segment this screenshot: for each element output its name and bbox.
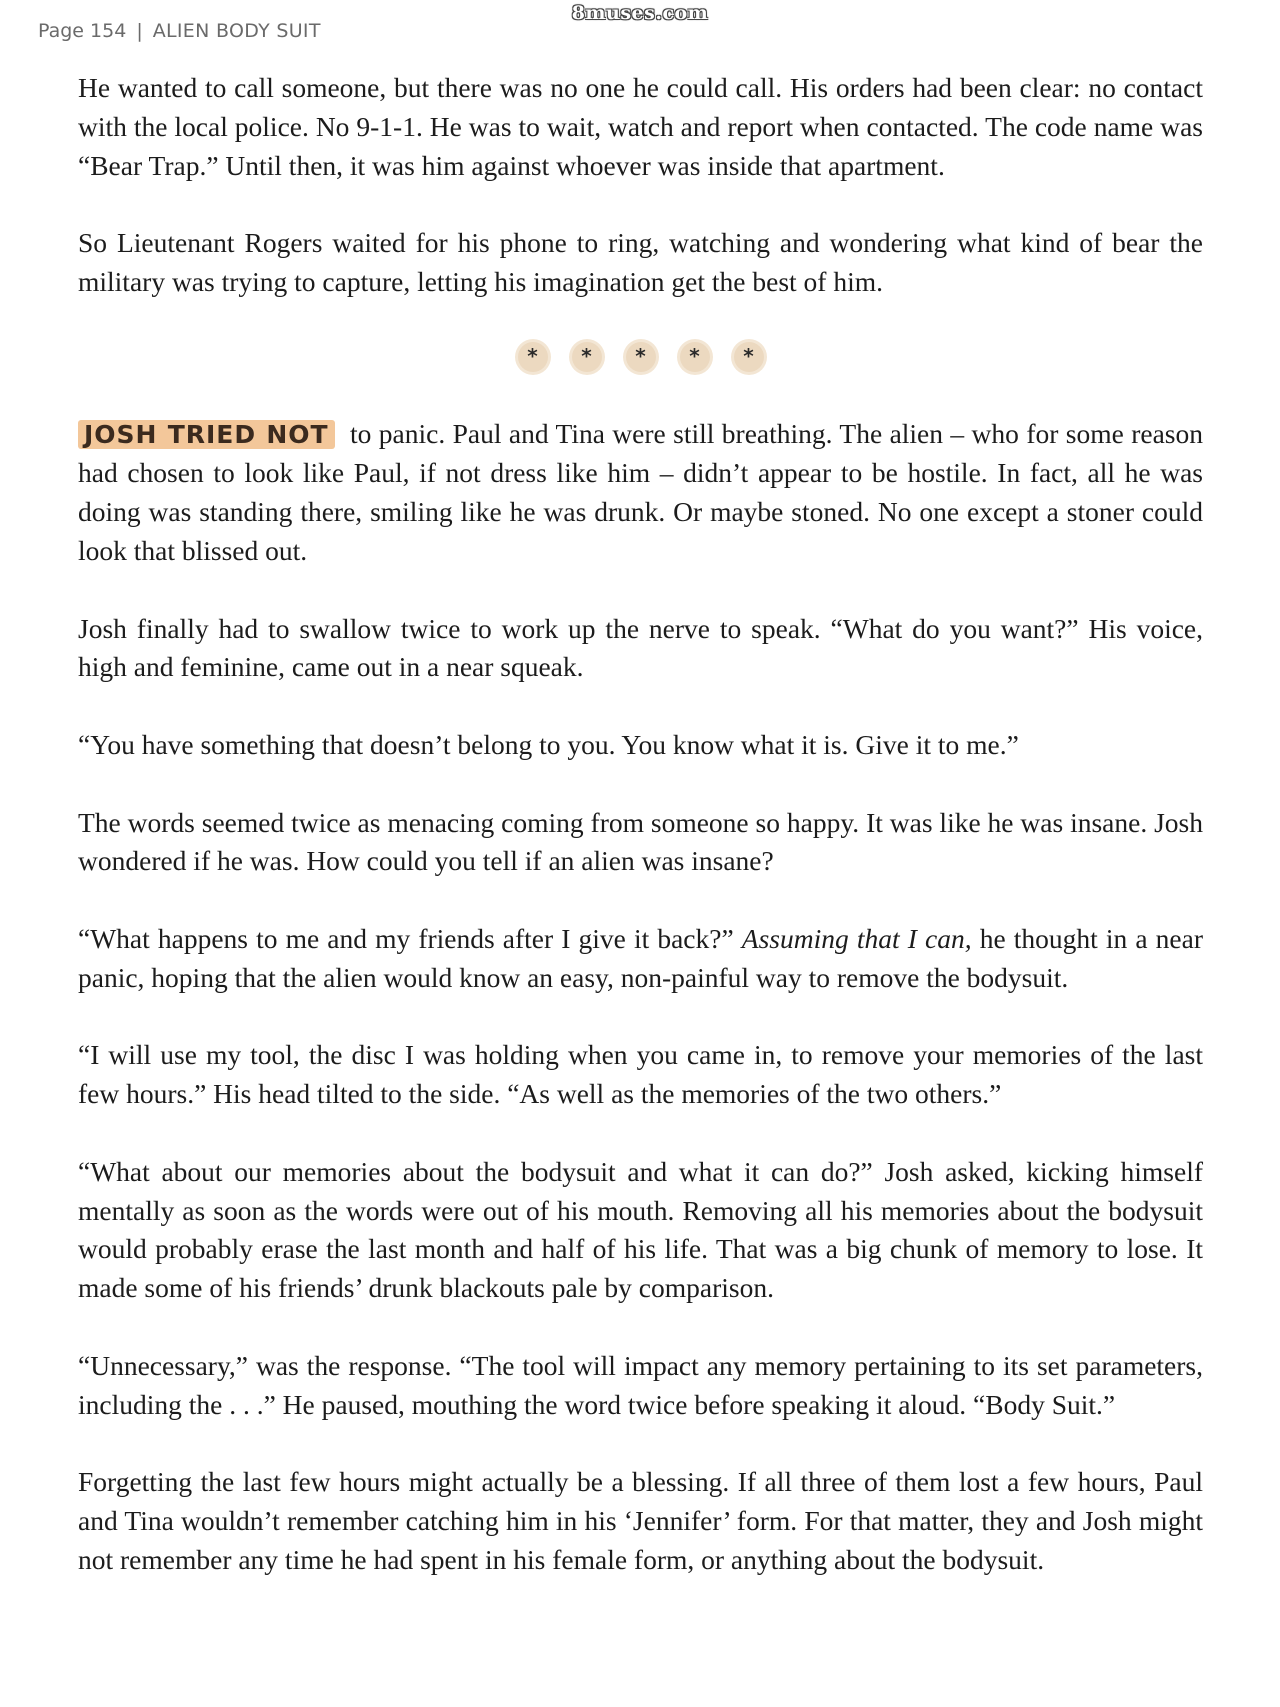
paragraph-9: “What about our memories about the bodysuit and what it can do?” Josh asked, kicking himself mentally as soon as the words were out of his mouth. Removing all his memories about the bodysuit would probably erase the last month and half of his life. That was a big chunk of memory to lose. It made some of his friends’ drunk blackouts pale by comparison. <box>78 1155 1203 1304</box>
paragraph-7-rest: he thought in a near panic, hoping that the alien would know an easy, non-painful way to remove the bodysuit. <box>78 922 1204 993</box>
paragraph-5: “You have something that doesn’t belong to you. You know what it is. Give it to me.” <box>78 728 1019 760</box>
page-body <box>78 69 1203 1618</box>
paragraph-3-text: to panic. Paul and Tina were still breathing. The alien – who for some reason had chosen to look like Paul, if not dress like him – didn’t appear to be hostile. In fact, all he was doing was standing there, smiling like he was drunk. Or maybe stoned. No one except a stoner could look that blissed out. <box>78 417 1203 566</box>
paragraph-7-thought: Assuming that I can, <box>741 922 972 954</box>
paragraph-11: Forgetting the last few hours might actually be a blessing. If all three of them lost a few hours, Paul and Tina wouldn’t remember catching him in his ‘Jennifer’ form. For that matter, they and Josh might not remember any time he had spent in his female form, or anything about the bodysuit. <box>78 1466 1203 1575</box>
asterisk-ornament: * <box>734 342 764 372</box>
asterisk-ornament: * <box>572 342 602 372</box>
page-number: Page 154 <box>38 20 127 42</box>
header-separator: | <box>136 20 143 42</box>
scene-break-divider <box>78 327 1203 387</box>
paragraph-8: “I will use my tool, the disc I was holding when you came in, to remove your memories of the last few hours.” His head tilted to the side. “As well as the memories of the two others.” <box>78 1039 1203 1110</box>
paragraph-7-dialogue: “What happens to me and my friends after I give it back?” <box>78 922 734 954</box>
paragraph-1: He wanted to call someone, but there was no one he could call. His orders had been clear: no contact with the local police. No 9-1-1. He was to wait, watch and report when contacted. The code name was “Bear Trap.” Until then, it was him against whoever was inside that apartment. <box>78 72 1203 181</box>
paragraph-10: “Unnecessary,” was the response. “The tool will impact any memory pertaining to its set parameters, including the . . .” He paused, mouthing the word twice before speaking it aloud. “Body Suit.” <box>78 1349 1203 1420</box>
site-watermark: 8muses.com <box>571 2 709 24</box>
paragraph-7 <box>78 920 1203 998</box>
chapter-lead-in: JOSH TRIED NOT <box>78 420 335 449</box>
book-title: ALIEN BODY SUIT <box>152 20 321 42</box>
paragraph-2: So Lieutenant Rogers waited for his phone to ring, watching and wondering what kind of bear the military was trying to capture, letting his imagination get the best of him. <box>78 227 1203 297</box>
asterisk-ornament: * <box>518 342 548 372</box>
asterisk-ornament: * <box>680 342 710 372</box>
paragraph-4: Josh finally had to swallow twice to work up the nerve to speak. “What do you want?” His voice, high and feminine, came out in a near squeak. <box>78 612 1203 683</box>
paragraph-6: The words seemed twice as menacing coming from someone so happy. It was like he was insane. Josh wondered if he was. How could you tell if an alien was insane? <box>78 806 1203 877</box>
asterisk-ornament: * <box>626 342 656 372</box>
running-header <box>38 20 321 42</box>
paragraph-3 <box>78 415 1203 571</box>
